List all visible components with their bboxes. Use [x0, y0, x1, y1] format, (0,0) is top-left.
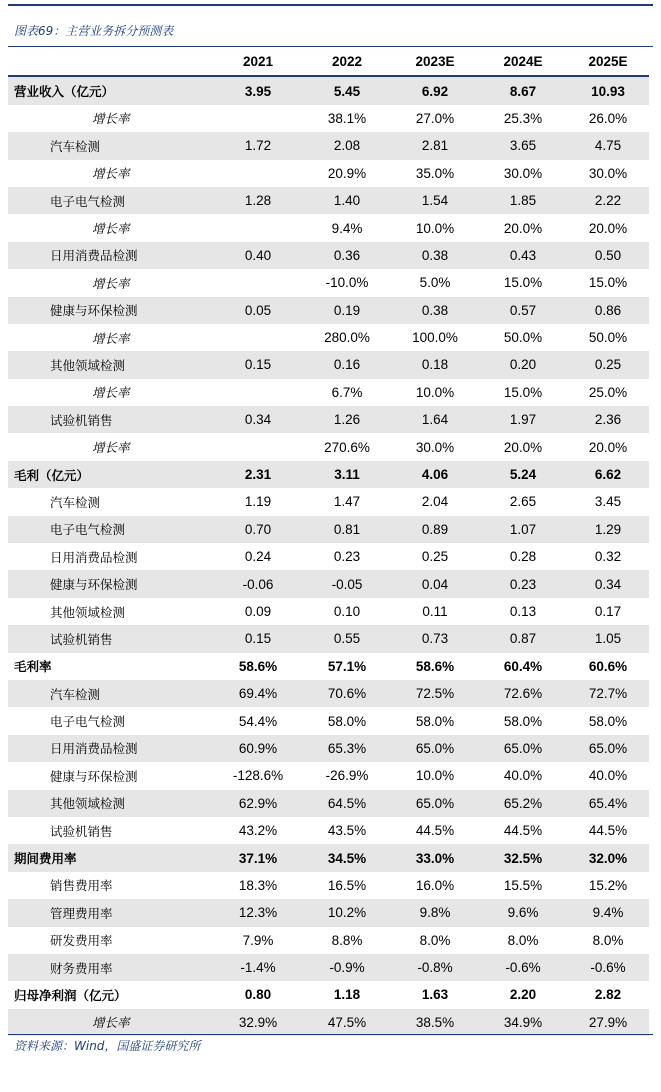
- value-cell: 2.08: [303, 132, 391, 159]
- value-cell: 0.73: [391, 625, 479, 652]
- value-cell: 8.8%: [331, 932, 363, 948]
- table-row: [8, 844, 649, 871]
- table-row: [8, 406, 649, 433]
- value-cell: -0.8%: [391, 954, 479, 981]
- value-cell: [213, 379, 303, 406]
- value-cell: 54.4%: [238, 713, 278, 729]
- value-cell: 25.3%: [503, 110, 543, 126]
- table-row: [8, 872, 649, 899]
- row-label: 健康与环保检测: [50, 768, 138, 784]
- value-cell: -0.6%: [479, 954, 567, 981]
- row-label: 汽车检测: [8, 132, 213, 159]
- value-cell: 64.5%: [303, 790, 391, 817]
- value-cell: 0.13: [509, 604, 537, 619]
- row-label: 日用消费品检测: [8, 242, 213, 269]
- value-cell: 2.31: [213, 461, 303, 488]
- value-cell: [213, 105, 303, 132]
- value-cell: 1.28: [213, 187, 303, 214]
- value-cell: 10.0%: [415, 768, 455, 784]
- value-cell: 0.38: [391, 242, 479, 269]
- value-cell: 1.64: [391, 406, 479, 433]
- row-label: 电子电气检测: [8, 187, 213, 214]
- value-cell: 43.2%: [238, 823, 278, 839]
- table-row: [8, 762, 649, 789]
- value-cell: 6.92: [391, 76, 479, 104]
- value-cell: 72.7%: [567, 680, 649, 707]
- value-cell: 35.0%: [415, 165, 455, 181]
- value-cell: 65.4%: [567, 790, 649, 817]
- row-label: 电子电气检测: [8, 516, 213, 543]
- row-label: 其他领域检测: [8, 790, 213, 817]
- top-rule: [8, 4, 653, 6]
- value-cell: 9.8%: [391, 899, 479, 926]
- value-cell: 16.5%: [327, 877, 367, 893]
- value-cell: 1.26: [303, 406, 391, 433]
- value-cell: 270.6%: [324, 439, 370, 455]
- value-cell: 20.9%: [327, 165, 367, 181]
- value-cell: 65.2%: [479, 790, 567, 817]
- value-cell: 0.34: [213, 406, 303, 433]
- value-cell: 10.93: [567, 76, 649, 104]
- row-label: 电子电气检测: [50, 714, 126, 730]
- value-cell: 58.6%: [415, 658, 455, 674]
- row-label: 增长率: [92, 275, 130, 291]
- value-cell: 1.47: [333, 494, 361, 510]
- table-row: [8, 433, 649, 460]
- value-cell: 15.0%: [503, 384, 543, 400]
- value-cell: 37.1%: [213, 844, 303, 871]
- row-label: 增长率: [92, 166, 130, 182]
- value-cell: [213, 269, 303, 296]
- value-cell: 10.0%: [415, 384, 455, 400]
- table-row: [8, 105, 649, 132]
- column-header: 2021: [213, 48, 303, 76]
- value-cell: 15.0%: [503, 275, 543, 291]
- table-row: [8, 707, 649, 734]
- value-cell: 47.5%: [303, 1009, 391, 1036]
- value-cell: 0.86: [567, 297, 649, 324]
- value-cell: -128.6%: [232, 768, 284, 784]
- caption-rule: [8, 46, 653, 47]
- value-cell: 30.0%: [503, 165, 543, 181]
- table-row: [8, 76, 649, 104]
- header-corner-mark: [561, 0, 601, 5]
- value-cell: 9.6%: [479, 899, 567, 926]
- row-label: 汽车检测: [50, 494, 101, 510]
- value-cell: 0.89: [391, 516, 479, 543]
- row-label: 健康与环保检测: [8, 297, 213, 324]
- value-cell: 0.55: [303, 625, 391, 652]
- row-label: 增长率: [92, 330, 130, 346]
- row-label: 期间费用率: [8, 844, 213, 871]
- header-row: [8, 48, 649, 76]
- row-label: 健康与环保检测: [8, 570, 213, 597]
- value-cell: 15.5%: [503, 877, 543, 893]
- table-caption: 图表69：主营业务拆分预测表: [14, 24, 174, 38]
- value-cell: 38.1%: [327, 110, 367, 126]
- table-row: [8, 954, 649, 981]
- value-cell: 100.0%: [412, 330, 458, 346]
- value-cell: 20.0%: [588, 439, 628, 455]
- row-label: 其他领域检测: [50, 604, 126, 620]
- column-header: 2022: [303, 48, 391, 76]
- value-cell: 2.81: [391, 132, 479, 159]
- value-cell: 20.0%: [503, 439, 543, 455]
- value-cell: 0.23: [333, 549, 361, 565]
- value-cell: 8.67: [479, 76, 567, 104]
- value-cell: 0.70: [213, 516, 303, 543]
- value-cell: 65.0%: [567, 735, 649, 762]
- value-cell: 65.0%: [479, 735, 567, 762]
- value-cell: 4.06: [391, 461, 479, 488]
- table-row: [8, 790, 649, 817]
- column-header: 2025E: [567, 48, 649, 76]
- value-cell: 30.0%: [415, 439, 455, 455]
- table-row: [8, 981, 649, 1008]
- value-cell: 0.25: [567, 351, 649, 378]
- value-cell: 2.22: [567, 187, 649, 214]
- value-cell: 1.63: [421, 987, 449, 1003]
- value-cell: -0.05: [303, 570, 391, 597]
- value-cell: 44.5%: [415, 823, 455, 839]
- value-cell: 58.0%: [588, 713, 628, 729]
- value-cell: 60.4%: [503, 658, 543, 674]
- row-label: 增长率: [8, 1009, 213, 1036]
- table-row: [8, 625, 649, 652]
- value-cell: 2.82: [594, 987, 622, 1003]
- value-cell: 1.05: [567, 625, 649, 652]
- value-cell: 70.6%: [303, 680, 391, 707]
- column-header: 2023E: [391, 48, 479, 76]
- value-cell: 1.40: [303, 187, 391, 214]
- value-cell: 1.72: [213, 132, 303, 159]
- value-cell: 10.2%: [303, 899, 391, 926]
- row-label: 日用消费品检测: [50, 549, 138, 565]
- value-cell: 0.32: [594, 549, 622, 565]
- value-cell: 69.4%: [213, 680, 303, 707]
- row-label: 试验机销售: [50, 823, 113, 839]
- value-cell: 0.19: [303, 297, 391, 324]
- value-cell: -1.4%: [213, 954, 303, 981]
- table-row: [8, 160, 649, 187]
- value-cell: 3.65: [479, 132, 567, 159]
- table-row: [8, 132, 649, 159]
- value-cell: 15.0%: [588, 275, 628, 291]
- value-cell: -10.0%: [325, 275, 369, 291]
- table-row: [8, 543, 649, 570]
- table-row: [8, 516, 649, 543]
- value-cell: 1.07: [479, 516, 567, 543]
- row-label: 毛利率: [14, 659, 52, 675]
- value-cell: 2.36: [567, 406, 649, 433]
- value-cell: 0.25: [421, 549, 449, 565]
- column-header: 2024E: [479, 48, 567, 76]
- value-cell: 15.2%: [588, 877, 628, 893]
- value-cell: 50.0%: [503, 330, 543, 346]
- value-cell: -0.9%: [303, 954, 391, 981]
- table-row: [8, 598, 649, 625]
- table-row: [8, 570, 649, 597]
- table-row: [8, 817, 649, 844]
- row-label: 增长率: [92, 111, 130, 127]
- table-row: [8, 899, 649, 926]
- table-row: [8, 379, 649, 406]
- value-cell: 32.0%: [567, 844, 649, 871]
- table-row: [8, 351, 649, 378]
- value-cell: 0.11: [422, 604, 448, 619]
- forecast-table: [8, 48, 649, 1036]
- value-cell: 0.38: [391, 297, 479, 324]
- value-cell: 58.0%: [415, 713, 455, 729]
- value-cell: 4.75: [567, 132, 649, 159]
- value-cell: 2.20: [509, 987, 537, 1003]
- value-cell: 58.6%: [238, 658, 278, 674]
- row-label: 其他领域检测: [8, 351, 213, 378]
- value-cell: 65.0%: [391, 735, 479, 762]
- table-row: [8, 488, 649, 515]
- value-cell: 1.54: [391, 187, 479, 214]
- row-label: 毛利（亿元）: [8, 461, 213, 488]
- value-cell: 40.0%: [588, 768, 628, 784]
- value-cell: 0.05: [213, 297, 303, 324]
- value-cell: 0.09: [244, 604, 272, 619]
- value-cell: 0.87: [479, 625, 567, 652]
- table-row: [8, 1009, 649, 1036]
- value-cell: 0.36: [303, 242, 391, 269]
- table-row: [8, 269, 649, 296]
- value-cell: 0.20: [479, 351, 567, 378]
- table-row: [8, 461, 649, 488]
- value-cell: 3.11: [303, 461, 391, 488]
- value-cell: 12.3%: [213, 899, 303, 926]
- value-cell: 26.0%: [588, 110, 628, 126]
- value-cell: -0.6%: [567, 954, 649, 981]
- row-label: 增长率: [92, 385, 130, 401]
- value-cell: 3.45: [594, 494, 622, 510]
- table-row: [8, 927, 649, 954]
- value-cell: 30.0%: [588, 165, 628, 181]
- value-cell: 5.45: [303, 76, 391, 104]
- value-cell: 0.24: [244, 549, 272, 565]
- value-cell: 43.5%: [327, 823, 367, 839]
- value-cell: 72.6%: [479, 680, 567, 707]
- value-cell: 40.0%: [503, 768, 543, 784]
- value-cell: 44.5%: [503, 823, 543, 839]
- value-cell: 20.0%: [588, 220, 628, 236]
- value-cell: -26.9%: [325, 768, 369, 784]
- value-cell: 1.85: [479, 187, 567, 214]
- value-cell: 0.15: [213, 351, 303, 378]
- row-label: 销售费用率: [50, 878, 113, 894]
- value-cell: 9.4%: [331, 220, 363, 236]
- value-cell: 20.0%: [503, 220, 543, 236]
- value-cell: 0.17: [594, 604, 622, 619]
- table-row: [8, 735, 649, 762]
- value-cell: 8.0%: [592, 932, 624, 948]
- value-cell: 2.65: [509, 494, 537, 510]
- value-cell: 1.19: [244, 494, 272, 510]
- value-cell: 5.0%: [419, 275, 451, 291]
- row-label: 归母净利润（亿元）: [14, 987, 127, 1003]
- table-row: [8, 242, 649, 269]
- value-cell: 58.0%: [503, 713, 543, 729]
- row-label: 日用消费品检测: [8, 735, 213, 762]
- value-cell: 27.0%: [415, 110, 455, 126]
- value-cell: 34.5%: [303, 844, 391, 871]
- value-cell: 32.9%: [213, 1009, 303, 1036]
- value-cell: 1.29: [567, 516, 649, 543]
- value-cell: 0.43: [479, 242, 567, 269]
- value-cell: 1.97: [479, 406, 567, 433]
- row-label: 研发费用率: [50, 933, 113, 949]
- table-row: [8, 324, 649, 351]
- value-cell: 33.0%: [391, 844, 479, 871]
- value-cell: 8.0%: [507, 932, 539, 948]
- value-cell: 9.4%: [567, 899, 649, 926]
- value-cell: 34.9%: [479, 1009, 567, 1036]
- value-cell: 38.5%: [391, 1009, 479, 1036]
- value-cell: 3.95: [213, 76, 303, 104]
- value-cell: 18.3%: [238, 877, 278, 893]
- value-cell: 0.18: [391, 351, 479, 378]
- row-label: 财务费用率: [8, 954, 213, 981]
- value-cell: 65.0%: [391, 790, 479, 817]
- value-cell: 0.16: [303, 351, 391, 378]
- value-cell: 27.9%: [567, 1009, 649, 1036]
- value-cell: 60.6%: [588, 658, 628, 674]
- column-header: [8, 48, 213, 76]
- value-cell: 44.5%: [588, 823, 628, 839]
- row-label: 增长率: [92, 440, 130, 456]
- value-cell: 0.34: [567, 570, 649, 597]
- value-cell: -0.06: [213, 570, 303, 597]
- value-cell: [213, 433, 303, 460]
- value-cell: 0.50: [567, 242, 649, 269]
- row-label: 试验机销售: [8, 406, 213, 433]
- value-cell: 50.0%: [588, 330, 628, 346]
- value-cell: [213, 160, 303, 187]
- table-row: [8, 214, 649, 241]
- value-cell: 6.62: [567, 461, 649, 488]
- value-cell: [213, 324, 303, 351]
- value-cell: 6.7%: [331, 384, 363, 400]
- value-cell: 280.0%: [324, 330, 370, 346]
- value-cell: 2.04: [421, 494, 449, 510]
- value-cell: 0.10: [333, 604, 361, 619]
- value-cell: 0.04: [391, 570, 479, 597]
- value-cell: 1.18: [333, 987, 361, 1003]
- value-cell: 0.15: [213, 625, 303, 652]
- value-cell: 0.23: [479, 570, 567, 597]
- value-cell: 7.9%: [242, 932, 274, 948]
- table-body: [8, 76, 649, 1036]
- value-cell: 16.0%: [415, 877, 455, 893]
- value-cell: 0.81: [303, 516, 391, 543]
- value-cell: 0.57: [479, 297, 567, 324]
- row-label: 增长率: [92, 221, 130, 237]
- value-cell: 5.24: [479, 461, 567, 488]
- bottom-rule: [8, 1034, 653, 1035]
- value-cell: 72.5%: [391, 680, 479, 707]
- value-cell: 0.28: [509, 549, 537, 565]
- row-label: 营业收入（亿元）: [8, 76, 213, 104]
- value-cell: 25.0%: [588, 384, 628, 400]
- value-cell: [213, 214, 303, 241]
- value-cell: 60.9%: [213, 735, 303, 762]
- table-row: [8, 187, 649, 214]
- value-cell: 65.3%: [303, 735, 391, 762]
- value-cell: 57.1%: [327, 658, 367, 674]
- row-label: 试验机销售: [8, 625, 213, 652]
- value-cell: 10.0%: [415, 220, 455, 236]
- table-row: [8, 653, 649, 680]
- row-label: 汽车检测: [8, 680, 213, 707]
- value-cell: 8.0%: [419, 932, 451, 948]
- value-cell: 62.9%: [213, 790, 303, 817]
- value-cell: 0.40: [213, 242, 303, 269]
- table-row: [8, 297, 649, 324]
- value-cell: 0.80: [244, 987, 272, 1003]
- table-row: [8, 680, 649, 707]
- value-cell: 58.0%: [327, 713, 367, 729]
- row-label: 管理费用率: [8, 899, 213, 926]
- source-note: 资料来源：Wind，国盛证券研究所: [14, 1039, 201, 1053]
- value-cell: 32.5%: [479, 844, 567, 871]
